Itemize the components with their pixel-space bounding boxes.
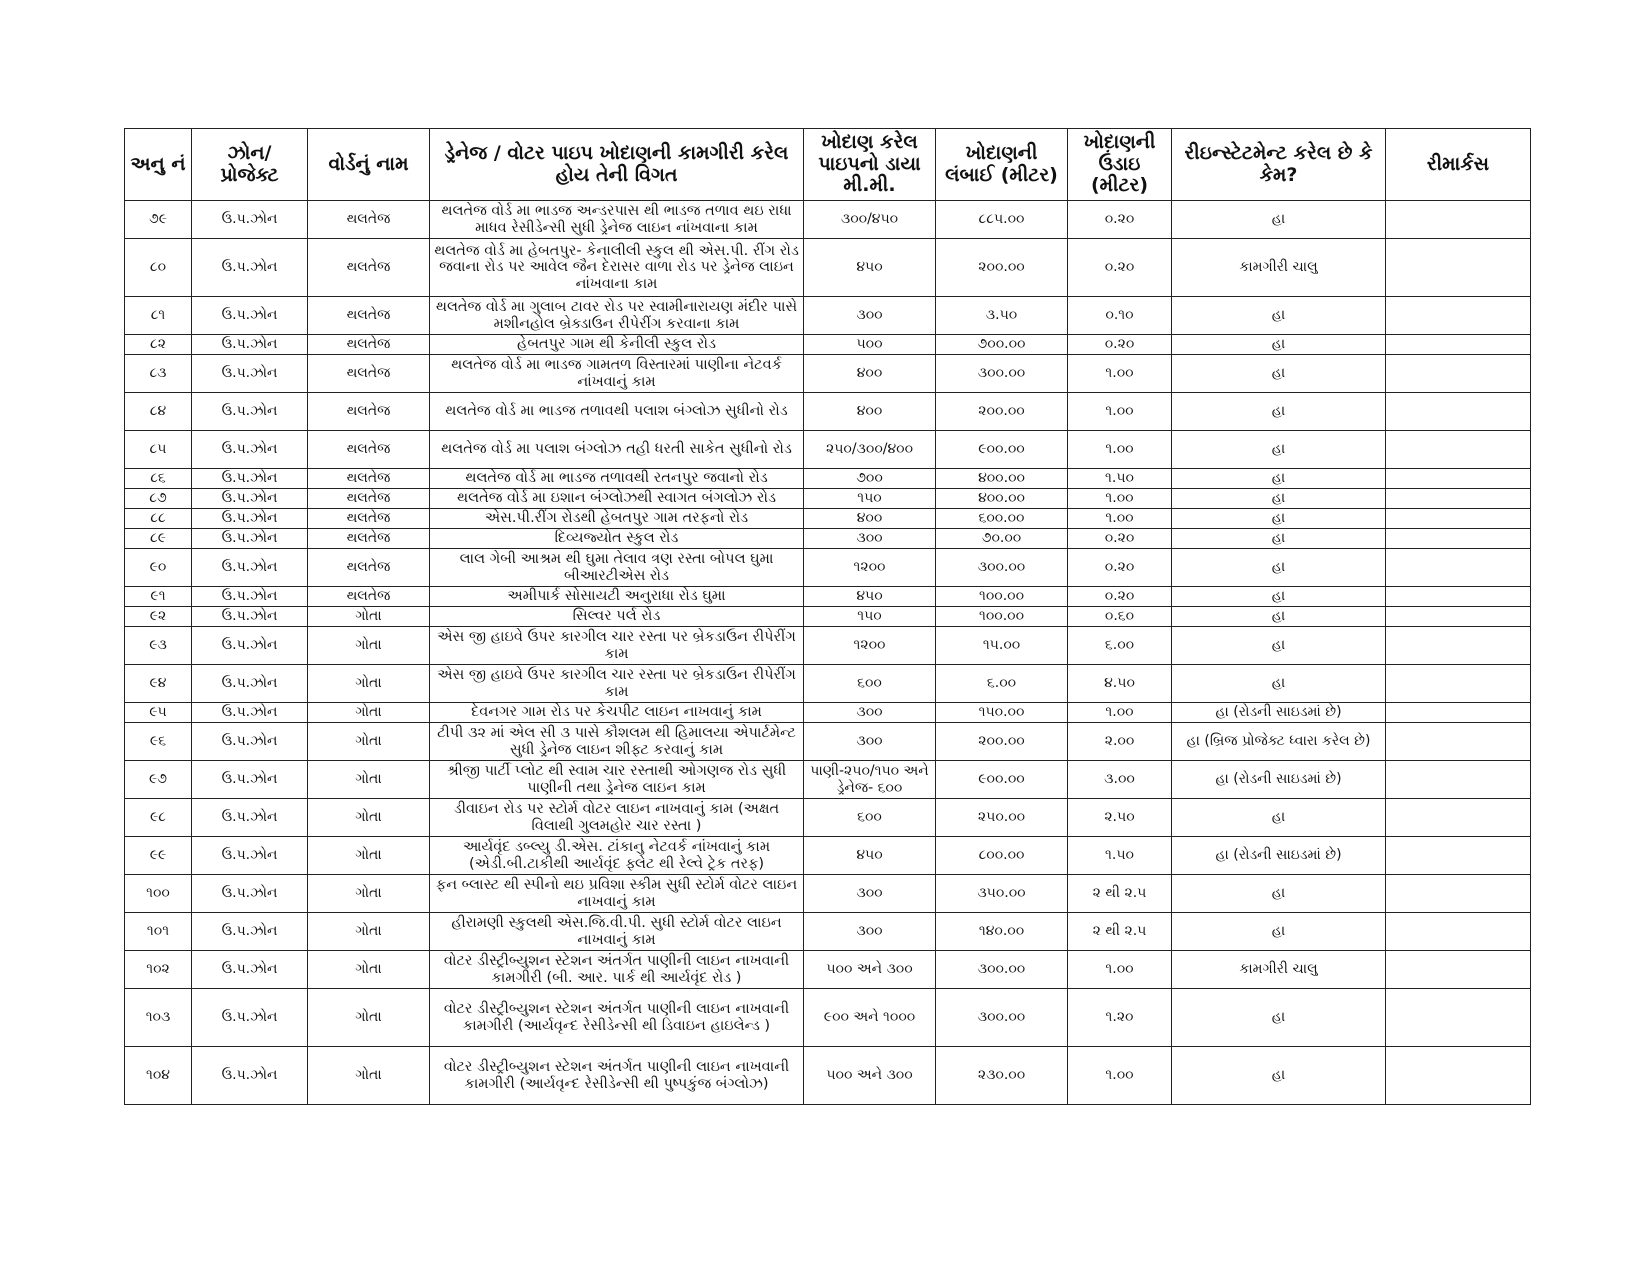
cell-ward: થલતેજ — [308, 297, 430, 335]
cell-work-description: થલતેજ વોર્ડ મા ભાડજ તળાવથી પલાશ બંગ્લોઝ સુધીનો રોડ — [430, 393, 804, 431]
cell-ward: ગોતા — [308, 1047, 430, 1105]
cell-work-description: એસ.પી.રીંગ રોડથી હેબતપુર ગામ તરફનો રોડ — [430, 509, 804, 529]
cell-serial-no: ૮૨ — [125, 335, 192, 355]
cell-reinstatement: હા — [1172, 489, 1386, 509]
cell-reinstatement: હા (રોડની સાઇડમાં છે) — [1172, 703, 1386, 723]
cell-zone: ઉ.પ.ઝોન — [192, 761, 308, 799]
cell-work-description: દેવનગર ગામ રોડ પર કેચપીટ લાઇન નાખવાનું કામ — [430, 703, 804, 723]
cell-pipe-diameter: ૨૫૦/૩૦૦/૪૦૦ — [804, 431, 936, 469]
cell-ward: થલતેજ — [308, 335, 430, 355]
cell-depth: ૧.૦૦ — [1068, 951, 1172, 989]
header-ward-name: વોર્ડનું નામ — [308, 129, 430, 201]
cell-serial-no: ૧૦૩ — [125, 989, 192, 1047]
table-row — [125, 761, 1531, 799]
cell-length: ૧૦૦.૦૦ — [936, 587, 1068, 607]
cell-depth: ૦.૬૦ — [1068, 607, 1172, 627]
cell-work-description: લાલ ગેબી આશ્રમ થી ઘુમા તેલાવ ત્રણ રસ્તા બોપલ ઘુમા બીઆરટીએસ રોડ — [430, 549, 804, 587]
cell-reinstatement: હા — [1172, 799, 1386, 837]
cell-length: ૭૦૦.૦૦ — [936, 335, 1068, 355]
cell-work-description: થલતેજ વોર્ડ મા ભાડજ ગામતળ વિસ્તારમાં પાણીના નેટવર્ક નાંખવાનું કામ — [430, 355, 804, 393]
cell-pipe-diameter: ૩૦૦ — [804, 913, 936, 951]
cell-serial-no: ૯૪ — [125, 665, 192, 703]
cell-reinstatement: હા — [1172, 355, 1386, 393]
cell-length: ૪૦૦.૦૦ — [936, 469, 1068, 489]
cell-pipe-diameter: ૫૦૦ અને ૩૦૦ — [804, 1047, 936, 1105]
cell-zone: ઉ.પ.ઝોન — [192, 989, 308, 1047]
cell-zone: ઉ.પ.ઝોન — [192, 837, 308, 875]
table-row — [125, 799, 1531, 837]
cell-work-description: થલતેજ વોર્ડ મા ભાડજ અન્ડરપાસ થી ભાડજ તળાવ થઇ રાધા માધવ રેસીડેન્સી સુધી ડ્રેનેજ લાઇન નાંખવાના કામ — [430, 201, 804, 239]
cell-reinstatement: હા — [1172, 201, 1386, 239]
cell-remarks — [1386, 875, 1531, 913]
cell-length: ૧૪૦.૦૦ — [936, 913, 1068, 951]
cell-zone: ઉ.પ.ઝોન — [192, 723, 308, 761]
cell-ward: ગોતા — [308, 951, 430, 989]
cell-reinstatement: હા — [1172, 587, 1386, 607]
cell-depth: ૨ થી ૨.૫ — [1068, 913, 1172, 951]
cell-serial-no: ૮૯ — [125, 529, 192, 549]
cell-serial-no: ૮૦ — [125, 239, 192, 297]
cell-depth: ૧.૦૦ — [1068, 393, 1172, 431]
cell-reinstatement: હા — [1172, 1047, 1386, 1105]
header-serial-no: અનુ નં — [125, 129, 192, 201]
table-row — [125, 393, 1531, 431]
cell-reinstatement: હા — [1172, 335, 1386, 355]
cell-work-description: થલતેજ વોર્ડ મા ભાડજ તળાવથી રતનપુર જવાનો રોડ — [430, 469, 804, 489]
cell-length: ૩.૫૦ — [936, 297, 1068, 335]
table-row — [125, 431, 1531, 469]
cell-pipe-diameter: ૩૦૦ — [804, 703, 936, 723]
cell-work-description: થલતેજ વોર્ડ મા પલાશ બંગ્લોઝ તહી ધરતી સાકેત સુધીનો રોડ — [430, 431, 804, 469]
cell-remarks — [1386, 529, 1531, 549]
cell-reinstatement: હા — [1172, 509, 1386, 529]
cell-zone: ઉ.પ.ઝોન — [192, 239, 308, 297]
cell-work-description: વોટર ડીસ્ટ્રીબ્યુશન સ્ટેશન અંતર્ગત પાણીની લાઇન નાખવાની કામગીરી (આર્યવૃન્દ રેસીડેન્સી થી ડિવાઇન હાઇલેન્ડ ) — [430, 989, 804, 1047]
cell-depth: ૧.૫૦ — [1068, 469, 1172, 489]
cell-ward: ગોતા — [308, 837, 430, 875]
cell-reinstatement: હા (બ્રિજ પ્રોજેક્ટ ધ્વારા કરેલ છે) — [1172, 723, 1386, 761]
table-row — [125, 913, 1531, 951]
cell-zone: ઉ.પ.ઝોન — [192, 607, 308, 627]
cell-work-description: થલતેજ વોર્ડ મા હેબતપુર- કેનાલીલી સ્કુલ થી એસ.પી. રીંગ રોડ જવાના રોડ પર આવેલ જૈન દેરાસર વાળા રોડ પર ડ્રેનેજ લાઇન નાંખવાના કામ — [430, 239, 804, 297]
cell-zone: ઉ.પ.ઝોન — [192, 489, 308, 509]
cell-depth: ૦.૨૦ — [1068, 335, 1172, 355]
cell-pipe-diameter: ૩૦૦ — [804, 529, 936, 549]
cell-zone: ઉ.પ.ઝોન — [192, 431, 308, 469]
cell-reinstatement: હા (રોડની સાઇડમાં છે) — [1172, 761, 1386, 799]
cell-zone: ઉ.પ.ઝોન — [192, 587, 308, 607]
cell-pipe-diameter: ૬૦૦ — [804, 799, 936, 837]
cell-ward: ગોતા — [308, 607, 430, 627]
cell-work-description: થલતેજ વોર્ડ મા ગુલાબ ટાવર રોડ પર સ્વામીનારાયણ મંદીર પાસે મશીનહોલ બ્રેક્ડાઉન રીપેરીંગ કરવાના કામ — [430, 297, 804, 335]
cell-remarks — [1386, 509, 1531, 529]
table-row — [125, 665, 1531, 703]
cell-depth: ૦.૧૦ — [1068, 297, 1172, 335]
cell-remarks — [1386, 355, 1531, 393]
cell-zone: ઉ.પ.ઝોન — [192, 201, 308, 239]
cell-serial-no: ૮૩ — [125, 355, 192, 393]
cell-work-description: ફન બ્લાસ્ટ થી સ્પીનો થઇ પ્રવિશા સ્કીમ સુધી સ્ટોર્મ વોટર લાઇન નાખવાનું કામ — [430, 875, 804, 913]
cell-serial-no: ૯૫ — [125, 703, 192, 723]
cell-zone: ઉ.પ.ઝોન — [192, 529, 308, 549]
cell-length: ૩૦૦.૦૦ — [936, 355, 1068, 393]
cell-remarks — [1386, 989, 1531, 1047]
cell-serial-no: ૯૨ — [125, 607, 192, 627]
cell-pipe-diameter: ૧૨૦૦ — [804, 549, 936, 587]
cell-work-description: વોટર ડીસ્ટ્રીબ્યુશન સ્ટેશન અંતર્ગત પાણીની લાઇન નાખવાની કામગીરી (બી. આર. પાર્ક થી આર્યવૃંદ રોડ ) — [430, 951, 804, 989]
cell-pipe-diameter: ૩૦૦ — [804, 723, 936, 761]
cell-reinstatement: હા — [1172, 913, 1386, 951]
cell-depth: ૬.૦૦ — [1068, 627, 1172, 665]
header-work-description: ડ્રેનેજ / વોટર પાઇપ ખોદાણની કામગીરી કરેલ હોય તેની વિગત — [430, 129, 804, 201]
cell-work-description: હીરામણી સ્કુલથી એસ.જિ.વી.પી. સુધી સ્ટોર્મ વોટર લાઇન નાખવાનું કામ — [430, 913, 804, 951]
cell-reinstatement: હા — [1172, 297, 1386, 335]
cell-zone: ઉ.પ.ઝોન — [192, 913, 308, 951]
table-row — [125, 1047, 1531, 1105]
cell-work-description: દિવ્યજ્યોત સ્કુલ રોડ — [430, 529, 804, 549]
table-row — [125, 529, 1531, 549]
cell-serial-no: ૯૩ — [125, 627, 192, 665]
cell-ward: થલતેજ — [308, 355, 430, 393]
cell-length: ૨૦૦.૦૦ — [936, 723, 1068, 761]
cell-zone: ઉ.પ.ઝોન — [192, 703, 308, 723]
cell-depth: ૧.૫૦ — [1068, 837, 1172, 875]
cell-zone: ઉ.પ.ઝોન — [192, 509, 308, 529]
cell-ward: ગોતા — [308, 665, 430, 703]
cell-serial-no: ૭૯ — [125, 201, 192, 239]
cell-ward: ગોતા — [308, 761, 430, 799]
cell-reinstatement: હા — [1172, 469, 1386, 489]
cell-serial-no: ૧૦૨ — [125, 951, 192, 989]
cell-depth: ૦.૨૦ — [1068, 201, 1172, 239]
header-excavation-length: ખોદાણની લંબાઈ (મીટર) — [936, 129, 1068, 201]
cell-serial-no: ૮૪ — [125, 393, 192, 431]
cell-pipe-diameter: ૧૫૦ — [804, 607, 936, 627]
cell-remarks — [1386, 951, 1531, 989]
cell-reinstatement: હા — [1172, 607, 1386, 627]
table-row — [125, 723, 1531, 761]
cell-ward: થલતેજ — [308, 431, 430, 469]
cell-pipe-diameter: પાણી-૨૫૦/૧૫૦ અને ડ્રેનેજ- ૬૦૦ — [804, 761, 936, 799]
cell-pipe-diameter: ૧૫૦ — [804, 489, 936, 509]
cell-work-description: શ્રીજી પાર્ટી પ્લોટ થી સ્વામ ચાર રસ્તાથી ઓગણજ રોડ સુધી પાણીની તથા ડ્રેનેજ લાઇન કામ — [430, 761, 804, 799]
cell-reinstatement: હા (રોડની સાઇડમાં છે) — [1172, 837, 1386, 875]
header-row — [125, 129, 1531, 201]
cell-ward: ગોતા — [308, 627, 430, 665]
cell-depth: ૧.૨૦ — [1068, 989, 1172, 1047]
cell-work-description: હેબતપુર ગામ થી કેનીલી સ્કુલ રોડ — [430, 335, 804, 355]
cell-zone: ઉ.પ.ઝોન — [192, 393, 308, 431]
cell-remarks — [1386, 799, 1531, 837]
cell-pipe-diameter: ૪૦૦ — [804, 355, 936, 393]
cell-remarks — [1386, 469, 1531, 489]
cell-depth: ૧.૦૦ — [1068, 703, 1172, 723]
cell-work-description: અમીપાર્ક સોસાયટી અનુરાધા રોડ ઘુમા — [430, 587, 804, 607]
cell-zone: ઉ.પ.ઝોન — [192, 335, 308, 355]
cell-zone: ઉ.પ.ઝોન — [192, 665, 308, 703]
cell-pipe-diameter: ૫૦૦ — [804, 335, 936, 355]
cell-length: ૧૫.૦૦ — [936, 627, 1068, 665]
cell-reinstatement: કામગીરી ચાલુ — [1172, 951, 1386, 989]
cell-pipe-diameter: ૩૦૦ — [804, 297, 936, 335]
cell-work-description: એસ જી હાઇવે ઉપર કારગીલ ચાર રસ્તા પર બ્રેકડાઉન રીપેરીંગ કામ — [430, 627, 804, 665]
cell-work-description: આર્યવૃંદ ડબ્લ્યુ ડી.એસ. ટાંકાનુ નેટવર્ક નાંખવાનું કામ (એડી.બી.ટાકીથી આર્યવૃંદ ફ્લેટ થી રેલ્વે ટ્રેક તરફ) — [430, 837, 804, 875]
cell-serial-no: ૮૧ — [125, 297, 192, 335]
cell-serial-no: ૮૬ — [125, 469, 192, 489]
cell-remarks — [1386, 607, 1531, 627]
cell-ward: ગોતા — [308, 703, 430, 723]
table-row — [125, 587, 1531, 607]
cell-serial-no: ૮૫ — [125, 431, 192, 469]
cell-zone: ઉ.પ.ઝોન — [192, 355, 308, 393]
cell-depth: ૧.૦૦ — [1068, 431, 1172, 469]
cell-reinstatement: કામગીરી ચાલુ — [1172, 239, 1386, 297]
table-row — [125, 509, 1531, 529]
cell-depth: ૧.૦૦ — [1068, 509, 1172, 529]
cell-depth: ૧.૦૦ — [1068, 1047, 1172, 1105]
cell-length: ૯૦૦.૦૦ — [936, 761, 1068, 799]
cell-depth: ૨ થી ૨.૫ — [1068, 875, 1172, 913]
cell-remarks — [1386, 723, 1531, 761]
cell-pipe-diameter: ૫૦૦ અને ૩૦૦ — [804, 951, 936, 989]
header-reinstatement: રીઇન્સ્ટેટમેન્ટ કરેલ છે કે કેમ? — [1172, 129, 1386, 201]
cell-ward: થલતેજ — [308, 489, 430, 509]
cell-ward: થલતેજ — [308, 393, 430, 431]
cell-pipe-diameter: ૪૦૦ — [804, 509, 936, 529]
cell-length: ૩૦૦.૦૦ — [936, 549, 1068, 587]
cell-depth: ૩.૦૦ — [1068, 761, 1172, 799]
table-row — [125, 489, 1531, 509]
cell-remarks — [1386, 1047, 1531, 1105]
cell-depth: ૦.૨૦ — [1068, 549, 1172, 587]
table-row — [125, 469, 1531, 489]
cell-serial-no: ૧૦૪ — [125, 1047, 192, 1105]
cell-length: ૬.૦૦ — [936, 665, 1068, 703]
cell-remarks — [1386, 489, 1531, 509]
cell-reinstatement: હા — [1172, 431, 1386, 469]
cell-remarks — [1386, 201, 1531, 239]
header-excavation-depth: ખોદાણની ઉંડાઇ (મીટર) — [1068, 129, 1172, 201]
cell-ward: ગોતા — [308, 799, 430, 837]
cell-remarks — [1386, 761, 1531, 799]
cell-pipe-diameter: ૭૦૦ — [804, 469, 936, 489]
cell-serial-no: ૧૦૦ — [125, 875, 192, 913]
table-row — [125, 297, 1531, 335]
header-pipe-diameter: ખોદાણ કરેલ પાઇપનો ડાયા મી.મી. — [804, 129, 936, 201]
table-row — [125, 837, 1531, 875]
cell-zone: ઉ.પ.ઝોન — [192, 951, 308, 989]
cell-length: ૪૦૦.૦૦ — [936, 489, 1068, 509]
cell-length: ૨૫૦.૦૦ — [936, 799, 1068, 837]
cell-work-description: સિલ્વર પર્લ રોડ — [430, 607, 804, 627]
cell-work-description: ટીપી ૩૨ માં એલ સી ૩ પાસે કૌશલમ થી હિમાલયા એપાર્ટમેન્ટ સુધી ડ્રેનેજ લાઇન શીફ્ટ કરવાનું કામ — [430, 723, 804, 761]
cell-remarks — [1386, 239, 1531, 297]
cell-pipe-diameter: ૪૫૦ — [804, 239, 936, 297]
cell-depth: ૪.૫૦ — [1068, 665, 1172, 703]
cell-depth: ૧.૦૦ — [1068, 355, 1172, 393]
table-row — [125, 627, 1531, 665]
cell-length: ૩૦૦.૦૦ — [936, 989, 1068, 1047]
table-row — [125, 875, 1531, 913]
cell-length: ૮૮૫.૦૦ — [936, 201, 1068, 239]
cell-zone: ઉ.પ.ઝોન — [192, 297, 308, 335]
cell-ward: થલતેજ — [308, 549, 430, 587]
cell-zone: ઉ.પ.ઝોન — [192, 875, 308, 913]
cell-depth: ૦.૨૦ — [1068, 239, 1172, 297]
cell-serial-no: ૮૮ — [125, 509, 192, 529]
cell-depth: ૨.૦૦ — [1068, 723, 1172, 761]
cell-length: ૩૦૦.૦૦ — [936, 951, 1068, 989]
cell-length: ૨૦૦.૦૦ — [936, 393, 1068, 431]
cell-depth: ૦.૨૦ — [1068, 587, 1172, 607]
cell-length: ૨૩૦.૦૦ — [936, 1047, 1068, 1105]
cell-ward: ગોતા — [308, 723, 430, 761]
cell-serial-no: ૯૬ — [125, 723, 192, 761]
cell-ward: ગોતા — [308, 989, 430, 1047]
table-row — [125, 355, 1531, 393]
cell-reinstatement: હા — [1172, 393, 1386, 431]
table-row — [125, 549, 1531, 587]
cell-ward: થલતેજ — [308, 529, 430, 549]
cell-pipe-diameter: ૪૦૦ — [804, 393, 936, 431]
cell-serial-no: ૯૧ — [125, 587, 192, 607]
cell-reinstatement: હા — [1172, 875, 1386, 913]
cell-length: ૭૦.૦૦ — [936, 529, 1068, 549]
cell-pipe-diameter: ૪૫૦ — [804, 837, 936, 875]
table-row — [125, 989, 1531, 1047]
cell-length: ૧૦૦.૦૦ — [936, 607, 1068, 627]
cell-ward: થલતેજ — [308, 201, 430, 239]
cell-remarks — [1386, 703, 1531, 723]
cell-serial-no: ૯૦ — [125, 549, 192, 587]
cell-reinstatement: હા — [1172, 989, 1386, 1047]
table-row — [125, 239, 1531, 297]
cell-work-description: એસ જી હાઇવે ઉપર કારગીલ ચાર રસ્તા પર બ્રેકડાઉન રીપેરીંગ કામ — [430, 665, 804, 703]
cell-reinstatement: હા — [1172, 549, 1386, 587]
cell-serial-no: ૯૭ — [125, 761, 192, 799]
cell-remarks — [1386, 297, 1531, 335]
cell-ward: ગોતા — [308, 913, 430, 951]
table-row — [125, 335, 1531, 355]
cell-work-description: ડીવાઇન રોડ પર સ્ટોર્મ વોટર લાઇન નાખવાનું કામ (અક્ષત વિલાથી ગુલમહોર ચાર રસ્તા ) — [430, 799, 804, 837]
table-row — [125, 201, 1531, 239]
cell-remarks — [1386, 913, 1531, 951]
cell-remarks — [1386, 665, 1531, 703]
table-row — [125, 607, 1531, 627]
cell-depth: ૨.૫૦ — [1068, 799, 1172, 837]
cell-remarks — [1386, 335, 1531, 355]
cell-depth: ૦.૨૦ — [1068, 529, 1172, 549]
cell-pipe-diameter: ૩૦૦/૪૫૦ — [804, 201, 936, 239]
cell-work-description: થલતેજ વોર્ડ મા ઇશાન બંગ્લોઝથી સ્વાગત બંગલોઝ રોડ — [430, 489, 804, 509]
cell-pipe-diameter: ૪૫૦ — [804, 587, 936, 607]
cell-zone: ઉ.પ.ઝોન — [192, 799, 308, 837]
cell-pipe-diameter: ૯૦૦ અને ૧૦૦૦ — [804, 989, 936, 1047]
cell-serial-no: ૧૦૧ — [125, 913, 192, 951]
cell-zone: ઉ.પ.ઝોન — [192, 627, 308, 665]
cell-reinstatement: હા — [1172, 529, 1386, 549]
header-zone-project: ઝોન/ પ્રોજેક્ટ — [192, 129, 308, 201]
cell-length: ૮૦૦.૦૦ — [936, 837, 1068, 875]
cell-depth: ૧.૦૦ — [1068, 489, 1172, 509]
cell-reinstatement: હા — [1172, 627, 1386, 665]
cell-reinstatement: હા — [1172, 665, 1386, 703]
cell-serial-no: ૯૯ — [125, 837, 192, 875]
cell-length: ૯૦૦.૦૦ — [936, 431, 1068, 469]
cell-ward: થલતેજ — [308, 509, 430, 529]
cell-ward: થલતેજ — [308, 587, 430, 607]
header-remarks: રીમાર્કસ — [1386, 129, 1531, 201]
cell-zone: ઉ.પ.ઝોન — [192, 549, 308, 587]
cell-remarks — [1386, 393, 1531, 431]
cell-serial-no: ૮૭ — [125, 489, 192, 509]
cell-remarks — [1386, 837, 1531, 875]
cell-pipe-diameter: ૩૦૦ — [804, 875, 936, 913]
cell-remarks — [1386, 587, 1531, 607]
cell-serial-no: ૯૮ — [125, 799, 192, 837]
excavation-table — [124, 128, 1531, 1105]
cell-ward: ગોતા — [308, 875, 430, 913]
cell-zone: ઉ.પ.ઝોન — [192, 1047, 308, 1105]
cell-remarks — [1386, 627, 1531, 665]
table-row — [125, 703, 1531, 723]
cell-ward: થલતેજ — [308, 239, 430, 297]
cell-pipe-diameter: ૬૦૦ — [804, 665, 936, 703]
cell-ward: થલતેજ — [308, 469, 430, 489]
cell-pipe-diameter: ૧૨૦૦ — [804, 627, 936, 665]
cell-length: ૧૫૦.૦૦ — [936, 703, 1068, 723]
table-row — [125, 951, 1531, 989]
cell-length: ૩૫૦.૦૦ — [936, 875, 1068, 913]
cell-length: ૨૦૦.૦૦ — [936, 239, 1068, 297]
cell-remarks — [1386, 549, 1531, 587]
cell-work-description: વોટર ડીસ્ટ્રીબ્યુશન સ્ટેશન અંતર્ગત પાણીની લાઇન નાખવાની કામગીરી (આર્યવૃન્દ રેસીડેન્સી થી પુષ્પકુંજ બંગ્લોઝ) — [430, 1047, 804, 1105]
cell-zone: ઉ.પ.ઝોન — [192, 469, 308, 489]
cell-remarks — [1386, 431, 1531, 469]
cell-length: ૬૦૦.૦૦ — [936, 509, 1068, 529]
